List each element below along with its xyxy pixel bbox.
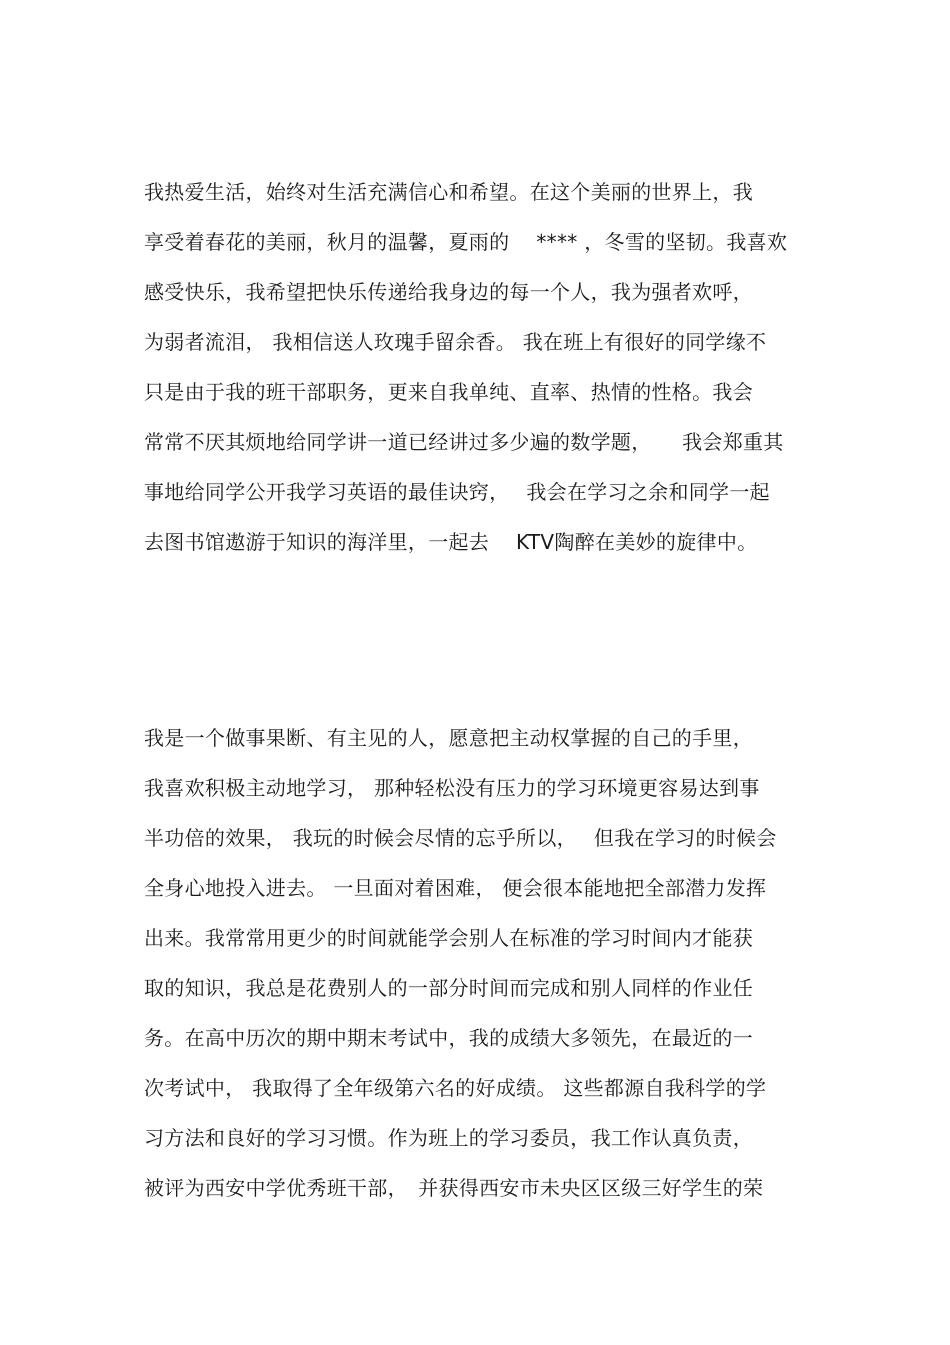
text-line: 我喜欢积极主动地学习， 那种轻松没有压力的学习环境更容易达到事 [144,776,760,800]
text-line: 次考试中， 我取得了全年级第六名的好成绩。 这些都源自我科学的学 [144,1076,767,1100]
text-line: 事地给同学公开我学习英语的最佳诀窍， 我会在学习之余和同学一起 [144,480,770,504]
text-line: 习方法和良好的学习习惯。作为班上的学习委员，我工作认真负责， [144,1126,753,1150]
paragraph-1 [144,172,824,572]
text-line: 全身心地投入进去。 一旦面对着困难， 便会很本能地把全部潜力发挥 [144,876,767,900]
text-line: 取的知识，我总是花费别人的一部分时间而完成和别人同样的作业任 [144,976,753,1000]
text-line: 只是由于我的班干部职务，更来自我单纯、直率、热情的性格。我会 [144,380,753,404]
text-line: 常常不厌其烦地给同学讲一道已经讲过多少遍的数学题， 我会郑重其 [144,430,784,454]
text-line: 我热爱生活，始终对生活充满信心和希望。在这个美丽的世界上，我 [144,180,753,204]
text-line: 为弱者流泪， 我相信送人玫瑰手留余香。 我在班上有很好的同学缘不 [144,330,767,354]
text-line: 感受快乐，我希望把快乐传递给我身边的每一个人，我为强者欢呼， [144,280,753,304]
text-line: 务。在高中历次的期中期末考试中，我的成绩大多领先，在最近的一 [144,1026,753,1050]
paragraph-2 [144,718,824,1218]
text-line: 被评为西安中学优秀班干部， 并获得西安市未央区区级三好学生的荣 [144,1176,764,1200]
text-line: 出来。我常常用更少的时间就能学会别人在标准的学习时间内才能获 [144,926,753,950]
text-line: 我是一个做事果断、有主见的人，愿意把主动权掌握的自己的手里， [144,726,753,750]
text-line: 去图书馆遨游于知识的海洋里，一起去 KTV陶醉在美妙的旋律中。 [144,530,758,554]
text-line: 半功倍的效果， 我玩的时候会尽情的忘乎所以， 但我在学习的时候会 [144,826,777,850]
text-line: 享受着春花的美丽，秋月的温馨，夏雨的 **** ，冬雪的坚韧。我喜欢 [144,230,788,254]
